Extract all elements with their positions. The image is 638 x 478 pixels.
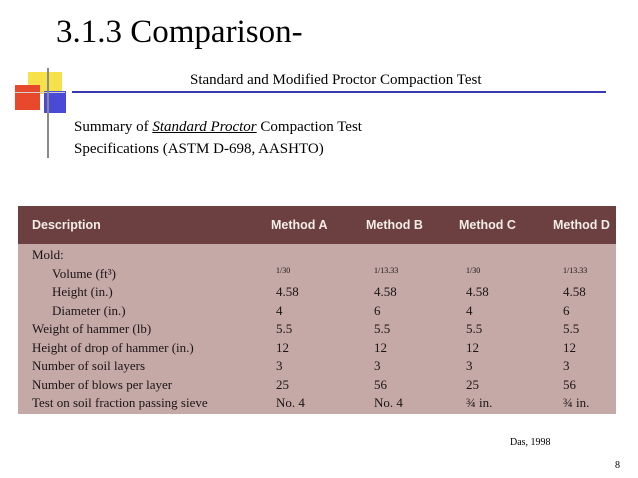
- cell-method-a: 4: [276, 302, 283, 318]
- row-description: Height of drop of hammer (in.): [32, 339, 194, 355]
- cell-method-c: 25: [466, 376, 479, 392]
- cell-method-b: 3: [374, 358, 381, 373]
- cell-method-a: 4.58: [276, 284, 299, 299]
- row-description: Number of soil layers: [32, 358, 146, 373]
- cell-method-b: 12: [374, 339, 387, 355]
- cell-method-b: 6: [374, 302, 381, 318]
- cell-method-b: 5.5: [374, 321, 391, 336]
- summary-emphasis: Standard Proctor: [152, 119, 257, 135]
- cell-method-c: 3: [466, 358, 473, 373]
- summary-line-2: Specifications (ASTM D-698, AASHTO): [74, 141, 324, 157]
- table-header: [18, 206, 616, 244]
- row-description: Volume (ft³): [52, 265, 116, 281]
- slide-title: 3.1.3 Comparison-: [56, 14, 303, 50]
- row-description: Mold:: [32, 247, 64, 262]
- table-row: [18, 339, 616, 357]
- table-row: [18, 394, 616, 412]
- header-method-b: Method B: [366, 218, 423, 232]
- decor-vertical-line: [47, 68, 49, 158]
- title-underline: [72, 91, 606, 93]
- cell-method-d: 12: [563, 339, 576, 355]
- cell-method-d: 56: [563, 376, 576, 392]
- table-row: [18, 357, 616, 375]
- cell-method-b: 1/13.33: [374, 265, 399, 275]
- cell-method-d: 6: [563, 302, 570, 318]
- row-description: Diameter (in.): [52, 302, 126, 318]
- cell-method-d: 3: [563, 358, 570, 373]
- cell-method-a: 3: [276, 358, 283, 373]
- row-description: Test on soil fraction passing sieve: [32, 395, 208, 410]
- row-description: Weight of hammer (lb): [32, 321, 152, 336]
- decor-red-square: [15, 85, 40, 110]
- credit-text: Das, 1998: [510, 437, 551, 448]
- cell-method-c: 4: [466, 302, 473, 318]
- summary-suffix: Compaction Test: [256, 119, 362, 135]
- cell-method-c: ¾ in.: [466, 395, 493, 410]
- cell-method-a: 5.5: [276, 321, 293, 336]
- table-row: [18, 320, 616, 338]
- summary-text: [74, 116, 362, 160]
- cell-method-c: 1/30: [466, 265, 481, 275]
- cell-method-a: 25: [276, 376, 289, 392]
- row-description: Number of blows per layer: [32, 376, 173, 392]
- cell-method-b: 56: [374, 376, 387, 392]
- header-method-d: Method D: [553, 218, 610, 232]
- specification-table-image: [18, 206, 616, 414]
- cell-method-d: 1/13.33: [563, 265, 588, 275]
- page-number: 8: [615, 460, 620, 471]
- cell-method-d: 5.5: [563, 321, 580, 336]
- header-description: Description: [32, 218, 101, 232]
- summary-prefix: Summary of: [74, 119, 153, 135]
- table-row: [18, 376, 616, 394]
- table-row: [18, 302, 616, 320]
- cell-method-a: 1/30: [276, 265, 291, 275]
- cell-method-c: 5.5: [466, 321, 483, 336]
- table-row: [18, 246, 616, 264]
- cell-method-a: 12: [276, 339, 289, 355]
- table-row: [18, 265, 616, 283]
- decor-horizontal-line: [15, 92, 65, 93]
- header-method-c: Method C: [459, 218, 516, 232]
- cell-method-b: No. 4: [374, 395, 403, 410]
- cell-method-d: 4.58: [563, 284, 586, 299]
- cell-method-a: No. 4: [276, 395, 305, 410]
- cell-method-c: 4.58: [466, 284, 489, 299]
- cell-method-b: 4.58: [374, 284, 397, 299]
- table-row: [18, 283, 616, 301]
- cell-method-d: ¾ in.: [563, 395, 590, 410]
- slide-subtitle: Standard and Modified Proctor Compaction Test: [190, 72, 482, 88]
- header-method-a: Method A: [271, 218, 328, 232]
- row-description: Height (in.): [52, 284, 113, 299]
- cell-method-c: 12: [466, 339, 479, 355]
- summary-line-1: [74, 116, 362, 138]
